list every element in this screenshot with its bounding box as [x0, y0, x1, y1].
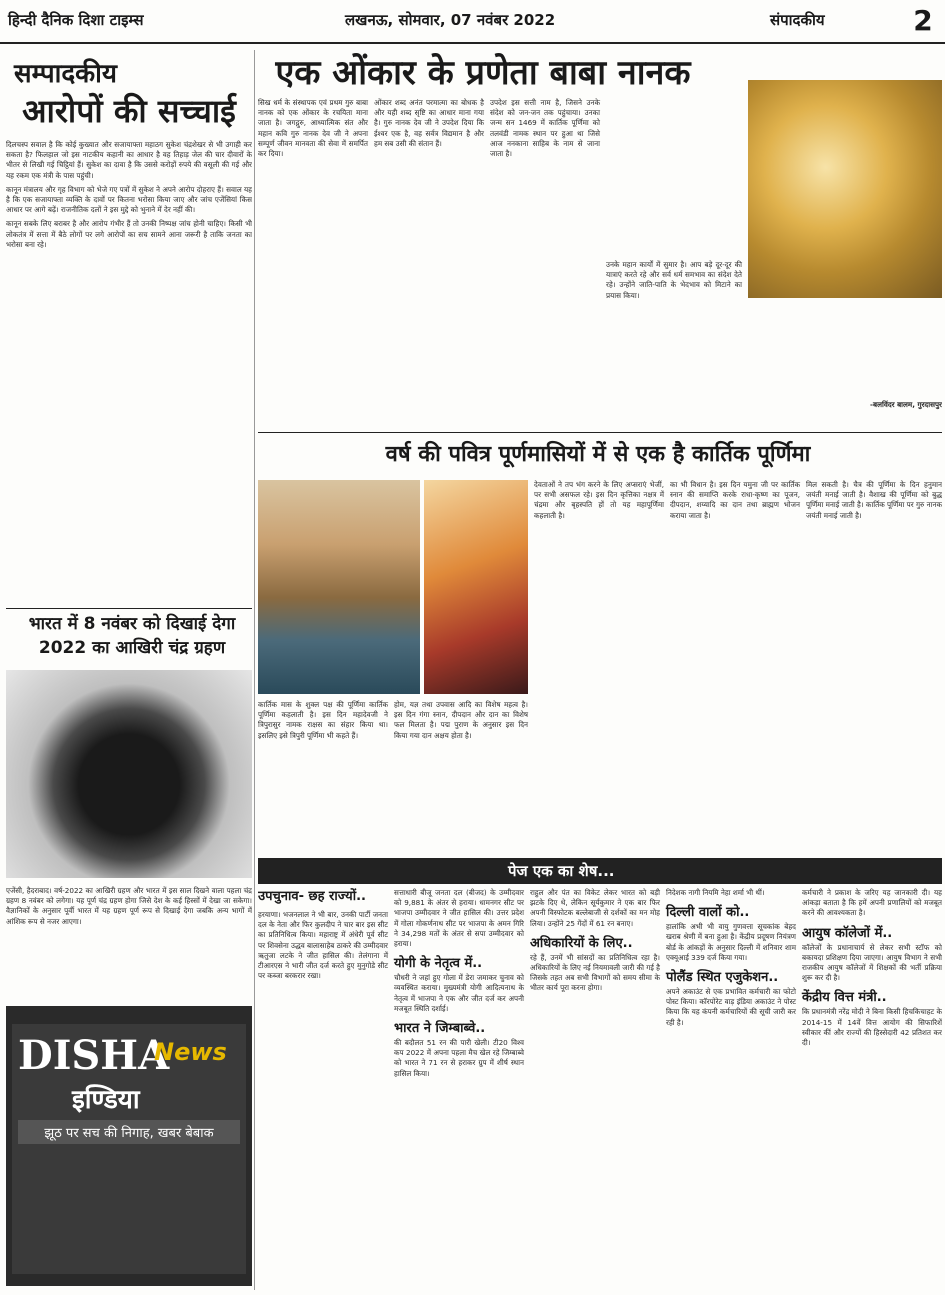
- nanak-col-4: उनके महान कार्यों में सुमार है। आप बड़े दूर-दूर की यात्राएं करते रहे और सर्व धर्म समभाव का संदेश देते रहे। उन्होंने जाति-पाति के भेदभाव को मिटाने का प्रयास किया।: [606, 260, 742, 300]
- purnima-headline: वर्ष की पवित्र पूर्णमासियों में से एक है कार्तिक पूर्णिमा: [385, 442, 811, 467]
- cont-body: चौधरी ने जहां हुए गोला में डेरा जमाकर चुनाव को व्यवस्थित कराया। मुख्यमंत्री योगी आदित्यनाथ के नेतृत्व में भाजपा ने एक और जीत दर्ज कर अपनी मजबूत स्थिति दर्शाई।: [394, 973, 524, 1013]
- cont-body: हरयाणा। भजनलाल ने भी बार, उनकी पार्टी जनता दल के नेता और फिर कुलदीप ने चार बार इस सीट का प्रतिनिधित्व किया। महाराष्ट्र में अंधेरी पूर्व सीट पर शिवसेना उद्धव बालासाहेब ठाकरे की उम्मीदवार ऋतुजा लटके ने जीत हासिल की। तेलंगाना में टीआरएस ने भारी जीत दर्ज करते हुए मुनुगोडे सीट पर कब्जा बरकरार रखा।: [258, 910, 388, 981]
- cont-body: रहे हैं, उनमें भी सांसदों का प्रतिनिधित्व रहा है। अधिकारियों के लिए नई नियमावली जारी की गई है जिसके तहत अब सभी विभागों को समय सीमा के भीतर कार्य पूरा करना होगा।: [530, 952, 660, 993]
- cont-head: दिल्ली वालों को..: [666, 905, 750, 921]
- masthead: [0, 0, 945, 44]
- cont-body: सत्ताधारी बीजू जनता दल (बीजद) के उम्मीदवार को 9,881 के अंतर से हराया। धामनगर सीट पर भाजपा उम्मीदवार ने जीत हासिल की। उत्तर प्रदेश में गोला गोकर्णनाथ सीट पर भाजपा के अमन गिरि ने 34,298 मतों के अंतर से सपा उम्मीदवार को हराया।: [394, 888, 524, 949]
- purnima-story: [258, 436, 942, 856]
- nanak-byline: -बलविंदर बालम, गुरदासपुर: [870, 400, 942, 409]
- logo-inner: [12, 1024, 246, 1274]
- cont-body: हालांकि अभी भी वायु गुणवत्ता सूचकांक बेहद खराब श्रेणी में बना हुआ है। केंद्रीय प्रदूषण नियंत्रण बोर्ड के आंकड़ों के अनुसार दिल्ली में शनिवार शाम एक्यूआई 339 दर्ज किया गया।: [666, 922, 796, 962]
- continued-banner: [258, 858, 942, 884]
- editorial-body: [6, 140, 252, 600]
- editorial-column: [6, 50, 252, 605]
- cont-head: भारत ने जिम्बाब्वे..: [394, 1021, 486, 1037]
- continued-section: [258, 888, 942, 1290]
- divider: [258, 432, 942, 433]
- cont-body: कि प्रधानमंत्री नरेंद्र मोदी ने बिना किसी हिचकिचाहट के 2014-15 में 14वें वित्त आयोग की सिफारिशें स्वीकार कीं और राज्यों की हिस्सेदारी 42 प्रतिशत कर दी।: [802, 1007, 942, 1048]
- cont-col-3: [530, 888, 660, 1290]
- cont-col-2: [394, 888, 524, 1290]
- logo-disha: DISHA: [18, 1032, 170, 1079]
- continued-banner-text: पेज एक का शेष...: [508, 862, 615, 880]
- divider: [6, 608, 252, 609]
- purnima-col-4: का भी विधान है। इस दिन यमुना जी पर कार्तिक स्नान की समाप्ति करके राधा-कृष्ण का पूजन, दीपदान, शय्यादि का दान तथा ब्राह्मण भोजन कराया जाता है।: [670, 480, 800, 520]
- paper-name: हिन्दी दैनिक दिशा टाइम्स: [8, 11, 144, 29]
- section-name: संपादकीय: [770, 11, 825, 29]
- page-number: 2: [913, 4, 933, 37]
- diya-photo: [424, 480, 528, 694]
- eclipse-body: एजेंसी, हैदराबाद। वर्ष-2022 का आखिरी ग्रहण और भारत में इस साल दिखने वाला पहला चंद्र ग्रहण 8 नवंबर को लगेगा। यह पूर्ण चंद्र ग्रहण होगा जिसे देश के कई हिस्सों में देखा जा सकेगा। वैज्ञानिकों के अनुसार पूर्वी भारत में यह ग्रहण पूर्ण रूप से दिखाई देगा जबकि अन्य भागों में आंशिक रूप से नजर आएगा।: [6, 886, 252, 926]
- logo-india: इण्डिया: [72, 1085, 140, 1115]
- cont-body: कर्मचारी ने प्रकाश के जरिए यह जानकारी दी। यह आंकड़ा बताता है कि हमें अपनी प्रणालियों को मजबूत करने की आवश्यकता है।: [802, 888, 942, 918]
- cont-body: राहुल और पंत का विकेट लेकर भारत को बड़ी झटके दिए थे, लेकिन सूर्यकुमार ने एक बार फिर अपनी विस्फोटक बल्लेबाजी से दर्शकों का मन मोह लिया। उन्होंने 25 गेंदों में 61 रन बनाए।: [530, 888, 660, 928]
- eclipse-headline: भारत में 8 नवंबर को दिखाई देगा 2022 का आखिरी चंद्र ग्रहण: [28, 614, 236, 658]
- dateline: लखनऊ, सोमवार, 07 नवंबर 2022: [345, 11, 556, 29]
- editorial-para: कानून सबके लिए बराबर है और आरोप गंभीर हैं तो उनकी निष्पक्ष जांच होनी चाहिए। किसी भी लोकतंत्र में सत्ता में बैठे लोगों पर लगे आरोपों का सच सामने आना जरूरी है ताकि जनता का भरोसा बना रहे।: [6, 219, 252, 249]
- cont-col-4: [666, 888, 796, 1290]
- editorial-headline: आरोपों की सच्चाई: [22, 92, 236, 130]
- ghat-photo: [258, 480, 420, 694]
- nanak-story: [258, 50, 942, 430]
- editorial-para: कानून मंत्रालय और गृह विभाग को भेजे गए पत्रों में सुकेश ने अपने आरोप दोहराए हैं। सवाल यह है कि एक सजायाफ्ता व्यक्ति के दावों पर कितना भरोसा किया जाए और जांच एजेंसियां किस आधार पर आगे बढ़ें। राजनीतिक दलों ने इस मुद्दे को भुनाने में देर नहीं की।: [6, 184, 252, 215]
- logo-news: News: [154, 1038, 227, 1066]
- cont-head: योगी के नेतृत्व में..: [394, 956, 483, 972]
- column-divider: [254, 50, 255, 1290]
- editorial-para: दिलचस्प सवाल है कि कोई कुख्यात और सजायाफ्ता महाठग सुकेश चंद्रशेखर से भी उगाही कर सकता है? फिलहाल जो इस नाटकीय कहानी का आधार है वह तिहाड़ जेल की चार दीवारों के भीतर से लिखी गई चिट्ठियां हैं। सुकेश का दावा है कि उससे करोड़ों रुपये की वसूली की गई और यह रकम एक मंत्री के पास पहुंची।: [6, 140, 252, 180]
- purnima-col-5: मिल सकती है। चैत्र की पूर्णिमा के दिन हनुमान जयंती मनाई जाती है। वैशाख की पूर्णिमा को बुद्ध पूर्णिमा मनाई जाती है। कार्तिक पूर्णिमा पर गुरु नानक जयंती मनाई जाती है।: [806, 480, 942, 520]
- cont-col-5: [802, 888, 942, 1290]
- cont-body: अपने अकाउंट से एक प्रभावित कर्मचारी का फोटो पोस्ट किया। कॉरपोरेट वाड़ इंडिया अकाउंट ने पोस्ट किया कि यह कंपनी कर्मचारियों की सूची जारी कर रही है।: [666, 987, 796, 1027]
- nanak-headline: एक ओंकार के प्रणेता बाबा नानक: [275, 53, 691, 93]
- purnima-col-3: देवताओं ने तप भंग करने के लिए अप्सराएं भेजीं, पर सभी असफल रहे। इस दिन कृत्तिका नक्षत्र में चंद्रमा और बृहस्पति हों तो यह महापूर्णिमा कहलाती है।: [534, 480, 664, 520]
- eclipse-story: [6, 612, 252, 1295]
- cont-head: आयुष कॉलेजों में..: [802, 925, 893, 941]
- purnima-col-1: कार्तिक मास के शुक्ल पक्ष की पूर्णिमा कार्तिक पूर्णिमा कहलाती है। इस दिन महादेवजी ने त्रिपुरासुर नामक राक्षस का संहार किया था। इसलिए इसे त्रिपुरी पूर्णिमा भी कहते हैं।: [258, 700, 388, 740]
- logo-tagline: झूठ पर सच की निगाह, खबर बेबाक: [18, 1120, 240, 1144]
- disha-news-logo: [6, 1006, 252, 1286]
- cont-head: अधिकारियों के लिए..: [530, 935, 633, 951]
- nanak-col-2: ओंकार शब्द अनंत परमात्मा का बोधक है और यही शब्द सृष्टि का आधार माना गया है। गुरु नानक देव जी ने उपदेश दिया कि ईश्वर एक है, वह सर्वत्र विद्यमान है और हम सब उसी की संतान हैं।: [374, 98, 484, 148]
- eclipse-photo: [6, 670, 252, 878]
- cont-body: निदेशक नागी नियमि नेहा शर्मा भी थीं।: [666, 888, 765, 897]
- cont-head: केंद्रीय वित्त मंत्री..: [802, 990, 887, 1006]
- purnima-col-2: होम, यज्ञ तथा उपवास आदि का विशेष महत्व है। इस दिन गंगा स्नान, दीपदान और दान का विशेष फल मिलता है। पद्म पुराण के अनुसार इस दिन किया गया दान अक्षय होता है।: [394, 700, 528, 740]
- nanak-col-3: उपदेश इस सत्ती नाम है, जिसने उनके संदेश को जन-जन तक पहुंचाया। उनका जन्म सन 1469 में कार्तिक पूर्णिमा को तलवंडी नामक स्थान पर हुआ था जिसे आज ननकाना साहिब के नाम से जाना जाता है।: [490, 98, 600, 159]
- cont-head: पोलैंड स्थित एजुकेशन..: [666, 970, 779, 986]
- cont-head: उपचुनाव- छह राज्यों..: [258, 889, 366, 904]
- section-label: सम्पादकीय: [14, 59, 117, 89]
- nanak-col-1: सिख धर्म के संस्थापक एवं प्रथम गुरु बाबा नानक को एक ओंकार के रचयिता माना जाता है। जगद्गुरु, आध्यात्मिक संत और महान कवि गुरु नानक देव जी ने अपना सम्पूर्ण जीवन मानवता की सेवा में समर्पित कर दिया।: [258, 98, 368, 159]
- cont-col-1: [258, 888, 388, 1290]
- guru-nanak-photo: [748, 80, 942, 298]
- cont-body: की बदौलत 51 रन की पारी खेली। टी20 विश्व कप 2022 में अपना पहला मैच खेल रहे जिम्बाब्वे को भारत ने 71 रन से हराकर ग्रुप में शीर्ष स्थान हासिल किया।: [394, 1038, 524, 1078]
- cont-body: कॉलेजों के प्रधानाचार्य से लेकर सभी स्टॉफ को बकायदा प्रशिक्षण दिया जाएगा। आयुष विभाग ने सभी राजकीय आयुष कॉलेजों में शिक्षकों की भर्ती प्रक्रिया शुरू कर दी है।: [802, 942, 942, 983]
